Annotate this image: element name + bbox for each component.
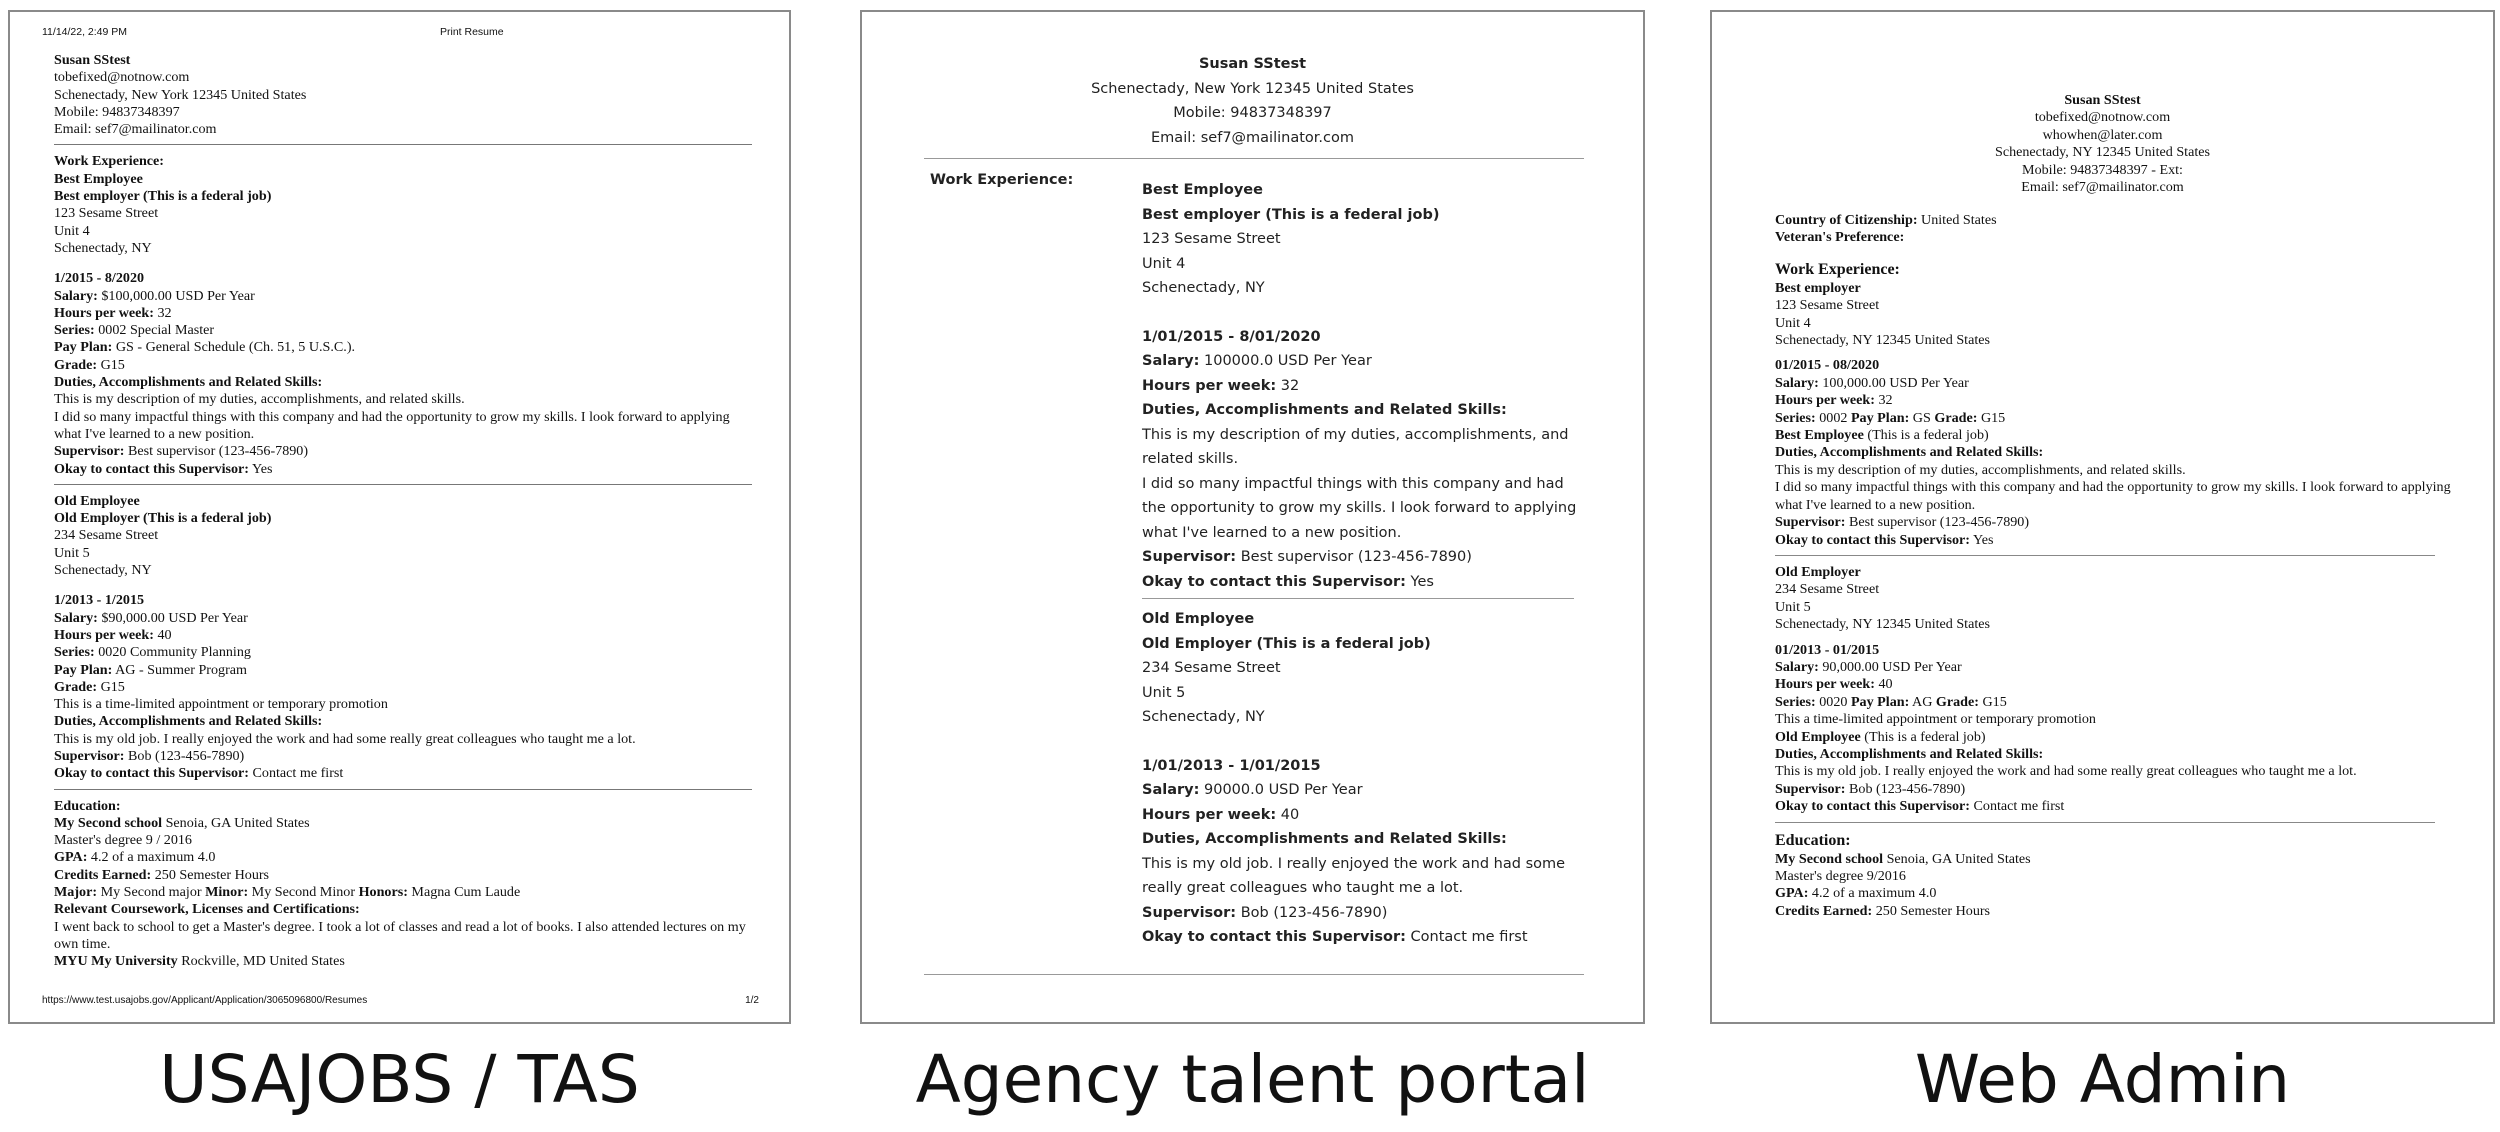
divider <box>54 484 752 485</box>
divider <box>54 789 752 790</box>
job-dates: 1/2015 - 8/2020 <box>54 270 145 287</box>
contact-block <box>54 52 754 138</box>
applicant-name: Susan SStest <box>1198 56 1307 72</box>
citizenship: Country of Citizenship: United States <box>1775 212 1997 228</box>
applicant-mobile: Mobile: 94837348397 <box>1173 105 1332 121</box>
education <box>54 798 754 971</box>
education-school: My Second school Senoia, GA United States <box>1775 850 2031 867</box>
job-dates: 01/2015 - 08/2020 <box>1775 357 1880 374</box>
job-duties-heading: Duties, Accomplishments and Related Skills: <box>1142 402 1507 418</box>
job-hours: Hours per week: 32 <box>1775 392 1893 409</box>
job-payplan: Pay Plan: AG - Summer Program <box>54 661 248 678</box>
job-supervisor: Supervisor: Best supervisor (123-456-7890) <box>54 443 309 460</box>
job-duties: I did so many impactful things with this company and had the opportunity to grow my skills. I look forward to applying what I've learned to a new position. <box>54 408 730 442</box>
education-heading: Education: <box>1775 831 1851 849</box>
page-number: 1/2 <box>745 995 759 1006</box>
portal-resume-page <box>860 10 1645 1024</box>
education-credits: Credits Earned: 250 Semester Hours <box>1775 902 1991 919</box>
job-employer: Best employer (This is a federal job) <box>1142 206 1440 223</box>
job-salary: Salary: 100000.0 USD Per Year <box>1142 353 1372 369</box>
applicant-mobile: Mobile: 94837348397 <box>54 103 180 120</box>
job-supervisor: Supervisor: Bob (123-456-7890) <box>1142 904 1388 921</box>
job-dates: 1/01/2015 - 8/01/2020 <box>1142 328 1321 345</box>
job-appointment: This a time-limited appointment or temporary promotion <box>1775 711 2096 728</box>
job-unit: Unit 4 <box>54 222 90 239</box>
job-salary: Salary: $90,000.00 USD Per Year <box>54 609 248 626</box>
job-grade: Grade: G15 <box>54 678 125 695</box>
job-employer: Best employer <box>1775 279 1861 296</box>
job-title: Best Employee <box>1142 182 1263 198</box>
applicant-address: Schenectady, NY 12345 United States <box>1994 144 2210 161</box>
veteran-preference: Veteran's Preference: <box>1775 229 1905 246</box>
job-salary: Salary: 100,000.00 USD Per Year <box>1775 374 1969 391</box>
contact-block <box>1712 92 2493 196</box>
job-contact: Okay to contact this Supervisor: Contact me first <box>1775 798 2065 815</box>
admin-resume-content <box>1775 212 2455 920</box>
job-street: 234 Sesame Street <box>1142 660 1281 676</box>
education-coursework-heading: Relevant Coursework, Licenses and Certifications: <box>54 901 360 918</box>
job-unit: Unit 5 <box>1142 684 1186 701</box>
job-title: Old Employee <box>54 492 140 509</box>
job-street: 123 Sesame Street <box>54 205 159 222</box>
tas-resume-page <box>8 10 791 1024</box>
applicant-name: Susan SStest <box>2064 92 2141 108</box>
job-series: Series: 0002 Special Master <box>54 322 215 339</box>
applicant-email: tobefixed@notnow.com <box>2034 109 2171 126</box>
education-gpa: GPA: 4.2 of a maximum 4.0 <box>54 849 216 866</box>
job-series-plan-grade: Series: 0002 Pay Plan: GS Grade: G15 <box>1775 409 2006 426</box>
divider <box>1775 822 2435 823</box>
applicant-email: Email: sef7@mailinator.com <box>1151 129 1354 146</box>
job-city: Schenectady, NY <box>1142 709 1265 725</box>
contact-block <box>862 52 1643 150</box>
job-hours: Hours per week: 40 <box>1775 676 1893 693</box>
education-degree: Master's degree 9/2016 <box>1775 868 1906 884</box>
work-experience-heading: Work Experience: <box>54 153 164 170</box>
job-duties: This is my old job. I really enjoyed the work and had some really great colleagues who taught me a lot. <box>1775 763 2357 780</box>
job-street: 234 Sesame Street <box>1775 581 1880 598</box>
job-city: Schenectady, NY 12345 United States <box>1775 616 1991 633</box>
job-duties: This is my description of my duties, accomplishments, and related skills. <box>54 391 465 408</box>
print-title: Print Resume <box>440 26 504 38</box>
caption-tas: USAJOBS / TAS <box>159 1041 640 1118</box>
job-salary: Salary: 90,000.00 USD Per Year <box>1775 658 1962 675</box>
work-experience <box>54 153 754 789</box>
job-duties-heading: Duties, Accomplishments and Related Skills: <box>54 374 323 391</box>
applicant-email-2: whowhen@later.com <box>2042 126 2163 143</box>
job-city: Schenectady, NY <box>54 239 152 256</box>
divider <box>924 974 1584 975</box>
applicant-email-3: Email: sef7@mailinator.com <box>2021 179 2184 196</box>
education-school-2: MYU My University Rockville, MD United States <box>54 953 345 970</box>
job-duties: This is my old job. I really enjoyed the work and had some really great colleagues who taught me a lot. <box>1142 855 1566 896</box>
work-experience <box>1142 178 1582 950</box>
job-city: Schenectady, NY <box>54 562 152 579</box>
job-appointment: This is a time-limited appointment or temporary promotion <box>54 696 388 713</box>
education-coursework: I went back to school to get a Master's degree. I took a lot of classes and read a lot of books. I also attended lectures on my own time. <box>54 918 746 952</box>
job-grade: Grade: G15 <box>54 356 125 373</box>
job-street: 234 Sesame Street <box>54 527 159 544</box>
print-timestamp: 11/14/22, 2:49 PM <box>42 26 128 38</box>
job-duties-heading: Duties, Accomplishments and Related Skills: <box>54 713 323 730</box>
education-heading: Education: <box>54 797 121 814</box>
divider <box>924 158 1584 159</box>
job-title: Best Employee <box>54 170 143 187</box>
job-contact: Okay to contact this Supervisor: Yes <box>1775 531 1994 548</box>
job-duties-heading: Duties, Accomplishments and Related Skills: <box>1775 444 2044 461</box>
education-degree: Master's degree 9 / 2016 <box>54 832 192 849</box>
education-school: My Second school Senoia, GA United States <box>54 814 310 831</box>
job-dates: 1/2013 - 1/2015 <box>54 592 145 609</box>
work-experience-heading: Work Experience: <box>930 172 1074 188</box>
job-duties-heading: Duties, Accomplishments and Related Skills: <box>1142 831 1507 847</box>
admin-resume-page <box>1710 10 2495 1024</box>
job-supervisor: Supervisor: Bob (123-456-7890) <box>54 747 245 764</box>
work-experience-heading: Work Experience: <box>1775 260 1900 278</box>
divider <box>1775 555 2435 556</box>
job-duties: This is my old job. I really enjoyed the work and had some really great colleagues who taught me a lot. <box>54 730 636 747</box>
applicant-alt-email: Email: sef7@mailinator.com <box>54 121 217 138</box>
education-credits: Credits Earned: 250 Semester Hours <box>54 866 270 883</box>
print-footer <box>42 995 759 1006</box>
job-hours: Hours per week: 40 <box>1142 806 1300 823</box>
job-hours: Hours per week: 40 <box>54 626 172 643</box>
job-duties-heading: Duties, Accomplishments and Related Skills: <box>1775 745 2044 762</box>
job-duties: This is my description of my duties, accomplishments, and related skills. <box>1775 461 2186 478</box>
job-hours: Hours per week: 32 <box>54 304 172 321</box>
job-city: Schenectady, NY 12345 United States <box>1775 332 1991 349</box>
job-contact: Okay to contact this Supervisor: Contact me first <box>54 765 344 782</box>
job-duties: I did so many impactful things with this company and had the opportunity to grow my skills. I look forward to applying what I've learned to a new position. <box>1775 479 2451 513</box>
job-street: 123 Sesame Street <box>1775 297 1880 314</box>
divider <box>1142 598 1574 599</box>
job-employer: Old Employer (This is a federal job) <box>54 510 272 527</box>
job-series: Series: 0020 Community Planning <box>54 644 251 661</box>
job-duties: I did so many impactful things with this company and had the opportunity to grow my skills. I look forward to applying what I've learned to a new position. <box>1142 475 1577 541</box>
education-major-minor: Major: My Second major Minor: My Second Minor Honors: Magna Cum Laude <box>54 884 521 901</box>
job-dates: 01/2013 - 01/2015 <box>1775 641 1880 658</box>
caption-admin: Web Admin <box>1914 1041 2291 1118</box>
job-unit: Unit 4 <box>1142 255 1186 272</box>
job-duties: This is my description of my duties, accomplishments, and related skills. <box>1142 426 1569 467</box>
job-supervisor: Supervisor: Bob (123-456-7890) <box>1775 780 1966 797</box>
job-dates: 1/01/2013 - 1/01/2015 <box>1142 757 1321 774</box>
tas-resume-content <box>54 52 754 971</box>
job-hours: Hours per week: 32 <box>1142 377 1300 394</box>
divider <box>54 144 752 145</box>
job-street: 123 Sesame Street <box>1142 231 1281 247</box>
job-contact: Okay to contact this Supervisor: Yes <box>1142 573 1434 590</box>
applicant-address: Schenectady, New York 12345 United States <box>54 86 307 103</box>
applicant-address: Schenectady, New York 12345 United States <box>1091 80 1414 97</box>
job-series-plan-grade: Series: 0020 Pay Plan: AG Grade: G15 <box>1775 693 2007 710</box>
print-url: https://www.test.usajobs.gov/Applicant/Application/3065096800/Resumes <box>42 995 368 1006</box>
job-supervisor: Supervisor: Best supervisor (123-456-7890) <box>1775 514 2030 531</box>
job-contact: Okay to contact this Supervisor: Contact me first <box>1142 929 1528 945</box>
job-employer: Old Employer (This is a federal job) <box>1142 635 1431 652</box>
job-payplan: Pay Plan: GS - General Schedule (Ch. 51, 5 U.S.C.). <box>54 339 356 356</box>
job-supervisor: Supervisor: Best supervisor (123-456-7890) <box>1142 549 1472 565</box>
applicant-email: tobefixed@notnow.com <box>54 69 190 86</box>
education-gpa: GPA: 4.2 of a maximum 4.0 <box>1775 885 1937 902</box>
job-unit: Unit 5 <box>54 544 90 561</box>
job-salary: Salary: $100,000.00 USD Per Year <box>54 287 255 304</box>
job-title: Old Employee (This is a federal job) <box>1775 728 1986 745</box>
job-employer: Best employer (This is a federal job) <box>54 188 272 205</box>
job-employer: Old Employer <box>1775 563 1861 580</box>
applicant-name: Susan SStest <box>54 52 131 68</box>
job-unit: Unit 4 <box>1775 314 1811 331</box>
applicant-mobile: Mobile: 94837348397 - Ext: <box>2022 161 2183 178</box>
caption-portal: Agency talent portal <box>915 1041 1590 1118</box>
job-contact: Okay to contact this Supervisor: Yes <box>54 460 273 477</box>
job-city: Schenectady, NY <box>1142 280 1265 296</box>
job-title: Best Employee (This is a federal job) <box>1775 427 1989 444</box>
job-title: Old Employee <box>1142 611 1255 627</box>
job-salary: Salary: 90000.0 USD Per Year <box>1142 782 1363 798</box>
job-unit: Unit 5 <box>1775 598 1811 615</box>
